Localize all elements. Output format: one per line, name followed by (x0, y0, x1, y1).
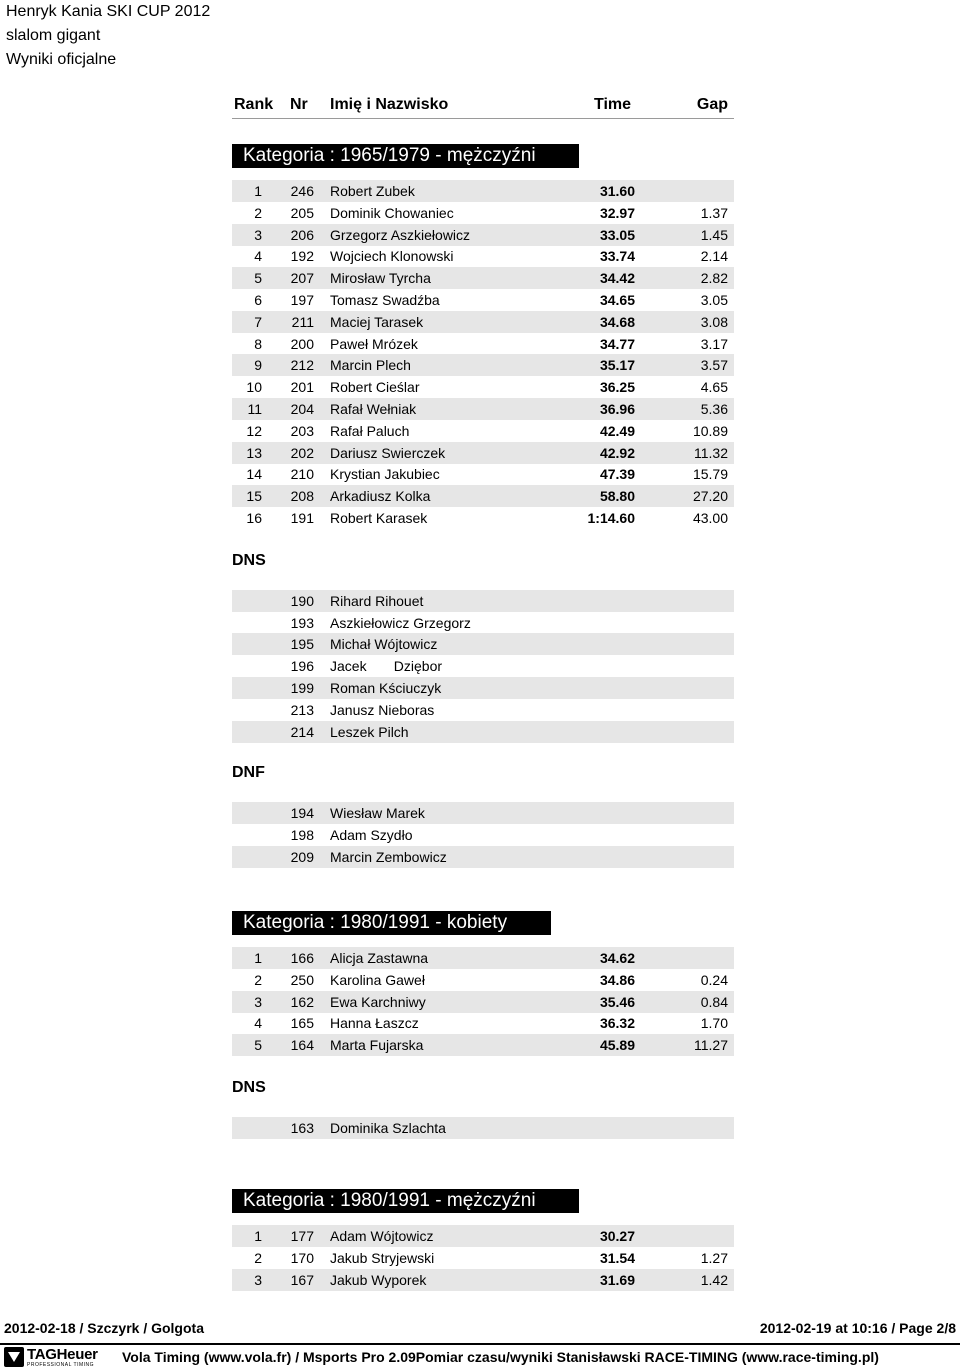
competitor-name-cell: Hanna Łaszcz (330, 1015, 419, 1032)
bib-number-cell: 191 (290, 510, 314, 526)
competitor-name-cell: Marcin Plech (330, 357, 411, 374)
gap-cell: 1.37 (700, 204, 728, 221)
table-row (232, 824, 734, 846)
gap-cell: 0.24 (700, 971, 728, 988)
bib-number-cell: 203 (290, 422, 314, 439)
time-cell: 42.49 (599, 422, 635, 439)
rank-cell: 1 (254, 950, 262, 966)
table-row (232, 1117, 734, 1139)
bib-number-cell: 246 (290, 183, 314, 199)
competitor-name-cell: Jakub Wyporek (330, 1271, 427, 1288)
rank-cell: 4 (254, 1015, 262, 1032)
table-row (232, 267, 734, 289)
gap-cell: 1.42 (700, 1271, 728, 1288)
time-cell: 1:14.60 (587, 510, 635, 526)
col-rank-header: Rank (234, 96, 274, 113)
rank-cell: 11 (247, 401, 262, 417)
bib-number-cell: 170 (290, 1249, 314, 1266)
table-row (232, 180, 734, 202)
rank-cell: 5 (254, 270, 262, 287)
table-row (232, 224, 734, 246)
logo-text: TAGHeuer (27, 1346, 98, 1363)
competitor-name-cell: Arkadiusz Kolka (330, 488, 431, 505)
table-row (232, 442, 734, 464)
table-row (232, 991, 734, 1013)
logo-subtext: PROFESSIONAL TIMING (27, 1362, 95, 1368)
gap-cell: 4.65 (700, 379, 728, 396)
time-cell: 45.89 (599, 1037, 635, 1054)
table-row (232, 699, 734, 721)
gap-cell: 3.05 (700, 292, 728, 308)
dnf-section-label: DNF (232, 764, 265, 782)
bib-number-cell: 177 (290, 1228, 314, 1244)
table-row (232, 463, 734, 485)
tagheuer-shield-icon (4, 1347, 24, 1367)
col-time-header: Time (594, 96, 632, 113)
discipline-title: slalom gigant (6, 27, 101, 44)
competitor-name-cell: Wiesław Marek (330, 805, 425, 822)
competitor-name-cell: Dominik Chowaniec (330, 204, 454, 221)
time-cell: 33.05 (599, 226, 635, 243)
results-status: Wyniki oficjalne (6, 51, 117, 68)
table-row (232, 289, 734, 311)
footer-date-venue: 2012-02-18 / Szczyrk / Golgota (4, 1320, 204, 1336)
gap-cell: 2.82 (700, 270, 728, 287)
gap-cell: 0.84 (700, 993, 728, 1010)
time-cell: 36.25 (599, 379, 635, 396)
rank-cell: 14 (246, 466, 262, 483)
rank-cell: 3 (254, 226, 262, 243)
dns-section-label: DNS (232, 551, 266, 569)
bib-number-cell: 190 (290, 592, 314, 609)
time-cell: 34.68 (599, 313, 635, 330)
bib-number-cell: 164 (290, 1037, 314, 1054)
rank-cell: 10 (246, 379, 262, 396)
table-row (232, 590, 734, 612)
bib-number-cell: 206 (290, 226, 314, 243)
rank-cell: 4 (254, 248, 262, 265)
rank-cell: 13 (246, 444, 262, 461)
rank-cell: 3 (254, 993, 262, 1010)
time-cell: 42.92 (599, 444, 635, 461)
bib-number-cell: 193 (290, 614, 314, 631)
time-cell: 33.74 (599, 248, 635, 265)
footer-print-page: 2012-02-19 at 10:16 / Page 2/8 (759, 1320, 956, 1336)
time-cell: 34.77 (599, 335, 635, 352)
competitor-name-cell: Rafał Paluch (330, 422, 410, 439)
gap-cell: 27.20 (692, 488, 728, 505)
bib-number-cell: 250 (290, 971, 314, 988)
time-cell: 36.96 (599, 401, 635, 417)
competitor-name-cell: Maciej Tarasek (330, 313, 424, 330)
gap-cell: 11.32 (694, 444, 728, 461)
event-title: Henryk Kania SKI CUP 2012 (6, 3, 211, 20)
category-title: Kategoria : 1980/1991 - kobiety (232, 911, 551, 935)
category-title: Kategoria : 1980/1991 - mężczyźni (232, 1189, 579, 1213)
table-row (232, 947, 734, 969)
bib-number-cell: 214 (290, 723, 314, 740)
footer-divider (0, 1343, 960, 1345)
bib-number-cell: 198 (290, 827, 314, 844)
competitor-name-cell: Robert Karasek (330, 510, 428, 526)
time-cell: 47.39 (599, 466, 635, 483)
table-row (232, 1247, 734, 1269)
document-header (6, 0, 210, 72)
bib-number-cell: 213 (290, 701, 314, 718)
gap-cell: 43.00 (692, 510, 728, 526)
rank-cell: 15 (246, 488, 262, 505)
time-cell: 34.86 (599, 971, 635, 988)
table-row (232, 1225, 734, 1247)
time-cell: 58.80 (599, 488, 635, 505)
competitor-name-cell: Dariusz Swierczek (330, 444, 446, 461)
competitor-name-cell: Dominika Szlachta (330, 1120, 446, 1136)
table-row (232, 721, 734, 743)
bib-number-cell: 200 (290, 335, 314, 352)
gap-cell: 1.27 (700, 1249, 728, 1266)
table-row (232, 1034, 734, 1056)
rank-cell: 7 (254, 313, 262, 330)
bib-number-cell: 201 (290, 379, 314, 396)
competitor-name-cell: Rihard Rihouet (330, 592, 424, 609)
competitor-name-cell: Jacek Dziębor (330, 658, 443, 675)
time-cell: 36.32 (599, 1015, 635, 1032)
time-cell: 34.42 (599, 270, 635, 287)
rank-cell: 6 (254, 292, 262, 308)
rank-cell: 3 (254, 1271, 262, 1288)
table-row (232, 333, 734, 355)
table-row (232, 1012, 734, 1034)
bib-number-cell: 194 (290, 805, 314, 822)
col-nr-header: Nr (290, 96, 308, 113)
time-cell: 31.54 (599, 1249, 635, 1266)
competitor-name-cell: Michał Wójtowicz (330, 636, 438, 653)
gap-cell: 3.57 (700, 357, 728, 374)
competitor-name-cell: Robert Cieślar (330, 379, 420, 396)
bib-number-cell: 166 (290, 950, 314, 966)
competitor-name-cell: Wojciech Klonowski (330, 248, 454, 265)
time-cell: 35.17 (599, 357, 635, 374)
bib-number-cell: 197 (290, 292, 314, 308)
table-row (232, 633, 734, 655)
bib-number-cell: 162 (290, 993, 314, 1010)
rank-cell: 9 (254, 357, 262, 374)
gap-cell: 1.70 (700, 1015, 728, 1032)
gap-cell: 10.89 (692, 422, 728, 439)
competitor-name-cell: Mirosław Tyrcha (330, 270, 431, 287)
bib-number-cell: 212 (290, 357, 314, 374)
bib-number-cell: 210 (290, 466, 314, 483)
competitor-name-cell: Roman Kściuczyk (330, 680, 442, 696)
competitor-name-cell: Janusz Nieboras (330, 701, 435, 718)
competitor-name-cell: Rafał Wełniak (330, 401, 417, 417)
competitor-name-cell: Paweł Mrózek (330, 335, 418, 352)
table-row (232, 245, 734, 267)
dns-section-label: DNS (232, 1079, 266, 1096)
rank-cell: 5 (254, 1037, 262, 1054)
table-row (232, 485, 734, 507)
time-cell: 32.97 (599, 204, 635, 221)
competitor-name-cell: Alicja Zastawna (330, 950, 429, 966)
table-row (232, 677, 734, 699)
competitor-name-cell: Adam Szydło (330, 827, 413, 844)
bib-number-cell: 205 (290, 204, 314, 221)
table-row (232, 802, 734, 824)
table-row (232, 398, 734, 420)
column-header-row (232, 94, 734, 119)
time-cell: 31.60 (599, 183, 635, 199)
competitor-name-cell: Ewa Karchniwy (330, 993, 426, 1010)
col-gap-header: Gap (696, 96, 728, 113)
table-row (232, 1269, 734, 1291)
time-cell: 35.46 (599, 993, 635, 1010)
bib-number-cell: 195 (290, 636, 314, 653)
rank-cell: 8 (254, 335, 262, 352)
competitor-name-cell: Krystian Jakubiec (330, 466, 440, 483)
gap-cell: 3.08 (700, 313, 728, 330)
time-cell: 34.62 (599, 950, 635, 966)
competitor-name-cell: Marcin Zembowicz (330, 849, 447, 865)
competitor-name-cell: Grzegorz Aszkiełowicz (330, 226, 471, 243)
bib-number-cell: 207 (290, 270, 314, 287)
bib-number-cell: 204 (290, 401, 314, 417)
competitor-name-cell: Leszek Pilch (330, 723, 409, 740)
competitor-name-cell: Aszkiełowicz Grzegorz (330, 614, 471, 631)
table-row (232, 354, 734, 376)
bib-number-cell: 202 (290, 444, 314, 461)
competitor-name-cell: Jakub Stryjewski (330, 1249, 435, 1266)
bib-number-cell: 192 (290, 248, 314, 265)
table-row (232, 311, 734, 333)
table-row (232, 655, 734, 677)
gap-cell: 11.27 (694, 1037, 728, 1054)
bib-number-cell: 167 (290, 1271, 314, 1288)
competitor-name-cell: Karolina Gaweł (330, 971, 425, 988)
competitor-name-cell: Tomasz Swadźba (330, 292, 440, 308)
time-cell: 31.69 (599, 1271, 635, 1288)
time-cell: 34.65 (599, 292, 635, 308)
bib-number-cell: 165 (290, 1015, 314, 1032)
rank-cell: 12 (246, 422, 262, 439)
gap-cell: 5.36 (700, 401, 728, 417)
footer-credits: Vola Timing (www.vola.fr) / Msports Pro 2.09Pomiar czasu/wyniki Stanisławski RACE-TIMING (www.race-timing.pl) (122, 1349, 879, 1365)
table-row (232, 202, 734, 224)
gap-cell: 3.17 (700, 335, 728, 352)
bib-number-cell: 208 (290, 488, 314, 505)
competitor-name-cell: Adam Wójtowicz (330, 1228, 434, 1244)
table-row (232, 420, 734, 442)
rank-cell: 16 (246, 510, 262, 526)
rank-cell: 1 (254, 183, 262, 199)
bib-number-cell: 163 (290, 1120, 314, 1136)
rank-cell: 2 (254, 971, 262, 988)
competitor-name-cell: Marta Fujarska (330, 1037, 424, 1054)
time-cell: 30.27 (599, 1228, 635, 1244)
table-row (232, 612, 734, 634)
rank-cell: 1 (254, 1228, 262, 1244)
competitor-name-cell: Robert Zubek (330, 183, 415, 199)
rank-cell: 2 (254, 204, 262, 221)
bib-number-cell: 209 (290, 849, 314, 865)
bib-number-cell: 196 (290, 658, 314, 675)
tagheuer-logo (4, 1346, 110, 1368)
category-title: Kategoria : 1965/1979 - mężczyźni (232, 144, 579, 168)
table-row (232, 507, 734, 529)
col-name-header: Imię i Nazwisko (330, 96, 449, 113)
bib-number-cell: 199 (290, 680, 314, 696)
table-row (232, 376, 734, 398)
gap-cell: 2.14 (700, 248, 728, 265)
gap-cell: 15.79 (692, 466, 728, 483)
rank-cell: 2 (254, 1249, 262, 1266)
table-row (232, 969, 734, 991)
gap-cell: 1.45 (700, 226, 728, 243)
bib-number-cell: 211 (291, 313, 314, 330)
table-row (232, 846, 734, 868)
